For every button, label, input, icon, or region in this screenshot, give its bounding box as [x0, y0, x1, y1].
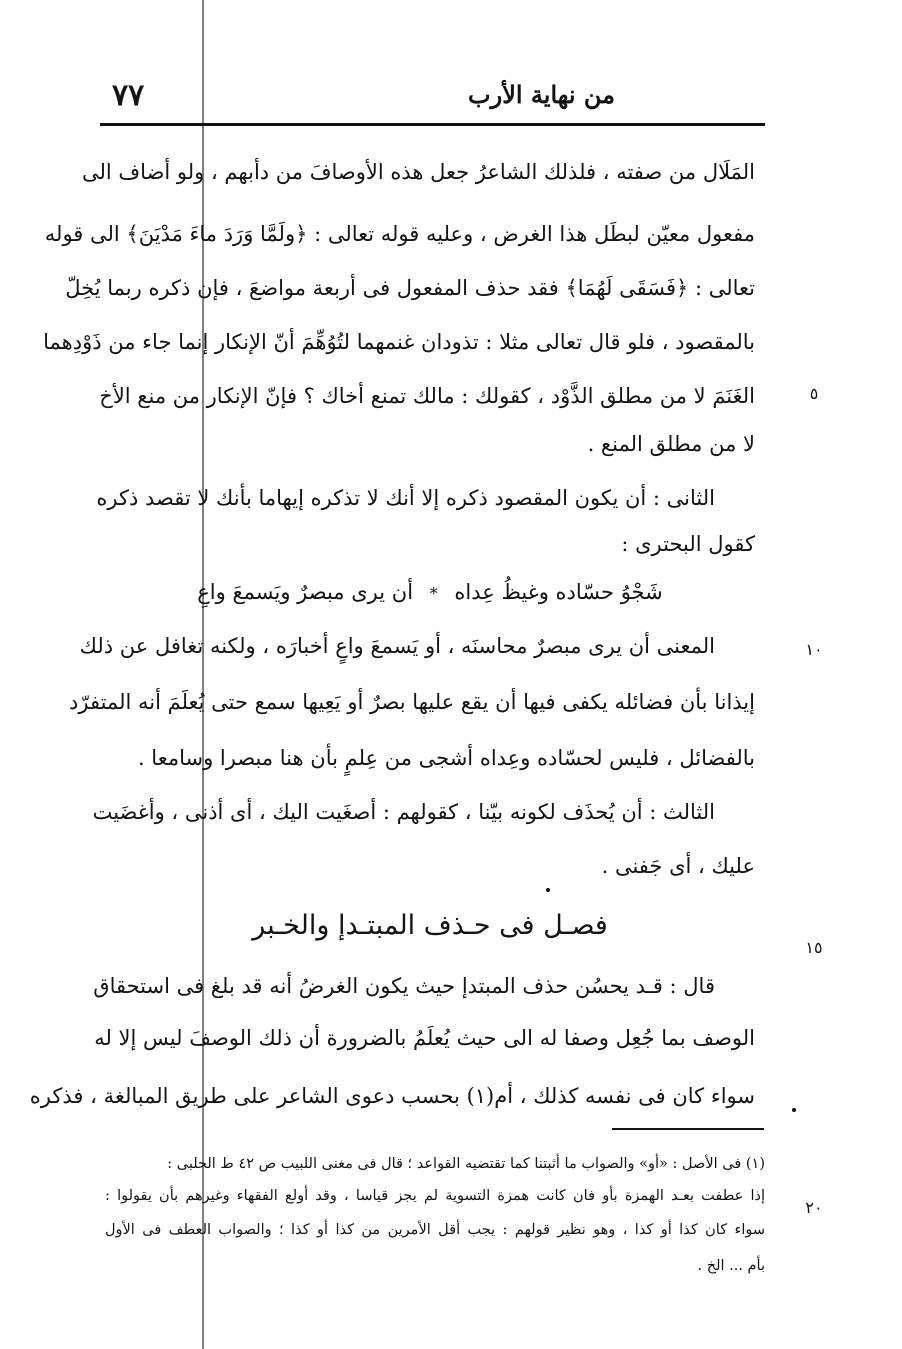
body-line: الثانى : أن يكون المقصود ذكره إلا أنك لا تذكره إيهاما بأنك لا تقصد ذكره — [96, 486, 715, 510]
verse-hemistich-second: أن يرى مبصرٌ ويَسمعَ واعِ — [197, 580, 414, 604]
footnote-line: سواء كان كذا أو كذا ، وهو نظير قولهم : يجب أقل الأمرين من كذا أو كذا ؛ والصواب العطف فى الأول — [105, 1222, 765, 1238]
scan-fold-line — [202, 0, 204, 1349]
body-line: الغَنَمَ لا من مطلق الذَّوْد ، كقولك : مالك تمنع أخاك ؟ فإنّ الإنكار من منع الأخ — [99, 384, 755, 408]
body-line: عليك ، أى جَفنى . — [601, 854, 755, 878]
footnote-line: إذا عطفت بعـد الهمزة بأو فان كانت همزة التسوية لم يجز قياسا ، وقد أولع الفقهاء وغيرهم بأن يقولوا : — [105, 1188, 765, 1204]
body-line: سواء كان فى نفسه كذلك ، أم(١) بحسب دعوى الشاعر على طريق المبالغة ، فذكره — [29, 1084, 755, 1108]
footnote-line: (١) فى الأصل : «أو» والصواب ما أثبتنا كما تقتضيه القواعد ؛ قال فى مغنى اللبيب ص ٤٢ ط الحلبى : — [167, 1156, 765, 1172]
footnote-line: بأم ... الخ . — [697, 1258, 765, 1274]
body-line: المَلَال من صفته ، فلذلك الشاعرُ جعل هذه الأوصافَ من دأبهم ، ولو أضاف الى — [82, 160, 755, 184]
footnote-rule — [612, 1128, 764, 1130]
line-number: ٢٠ — [805, 1198, 823, 1217]
body-line: مفعول معيّن لبطَل هذا الغرض ، وعليه قوله تعالى : ﴿ولَمَّا وَرَدَ ماءَ مَدْيَنَ﴾ الى قوله — [44, 222, 755, 246]
line-number: ١٥ — [805, 938, 823, 957]
body-line: الوصف بما جُعِل وصفا له الى حيث يُعلَمُ بالضرورة أن ذلك الوصفَ ليس إلا له — [94, 1026, 755, 1050]
verse-hemistich-first: شَجْوُ حسّاده وغيظُ عِداه — [454, 580, 663, 604]
body-line: لا من مطلق المنع . — [587, 432, 755, 456]
body-line: كقول البحترى : — [621, 532, 755, 556]
body-line: الثالث : أن يُحذَف لكونه بيّنا ، كقولهم : أصغَيت اليك ، أى أذنى ، وأغضَيت — [92, 800, 715, 824]
poetry-verse — [105, 572, 755, 612]
page-number: ٧٧ — [112, 78, 145, 113]
body-line: المعنى أن يرى مبصرٌ محاسنَه ، أو يَسمعَ واعٍ أخبارَه ، ولكنه تغافل عن ذلك — [79, 634, 715, 658]
verse-separator: * — [429, 584, 438, 603]
body-line: بالمقصود ، فلو قال تعالى مثلا : تذودان غنمهما لتُوُهِّمَ أنّ الإنكار إنما جاء من ذَوْدِهما — [43, 330, 755, 354]
body-line: إيذانا بأن فضائله يكفى فيها أن يقع عليها بصرٌ أو يَعِيها سمع حتى يُعلَمَ أنه المتفرّد — [69, 690, 755, 714]
section-heading: فصـل فى حـذف المبتـدإ والخـبر — [252, 910, 608, 941]
body-line: قال : قـد يحسُن حذف المبتدإ حيث يكون الغرضُ أنه قد بلغ فى استحقاق — [93, 974, 715, 998]
body-line: تعالى : ﴿فَسَقَى لَهُمَا﴾ فقد حذف المفعول فى أربعة مواضعَ ، فإن ذكره ربما يُخِلّ — [65, 276, 755, 300]
print-speck — [546, 888, 550, 892]
page-header — [100, 70, 765, 126]
line-number: ٥ — [809, 384, 819, 403]
line-number: ١٠ — [805, 640, 823, 659]
running-title: من نهاية الأرب — [468, 80, 615, 109]
print-speck — [792, 1108, 796, 1112]
header-rule — [100, 123, 765, 126]
body-line: بالفضائل ، فليس لحسّاده وعِداه أشجى من عِلمٍ بأن هنا مبصرا وسامعا . — [137, 746, 755, 770]
